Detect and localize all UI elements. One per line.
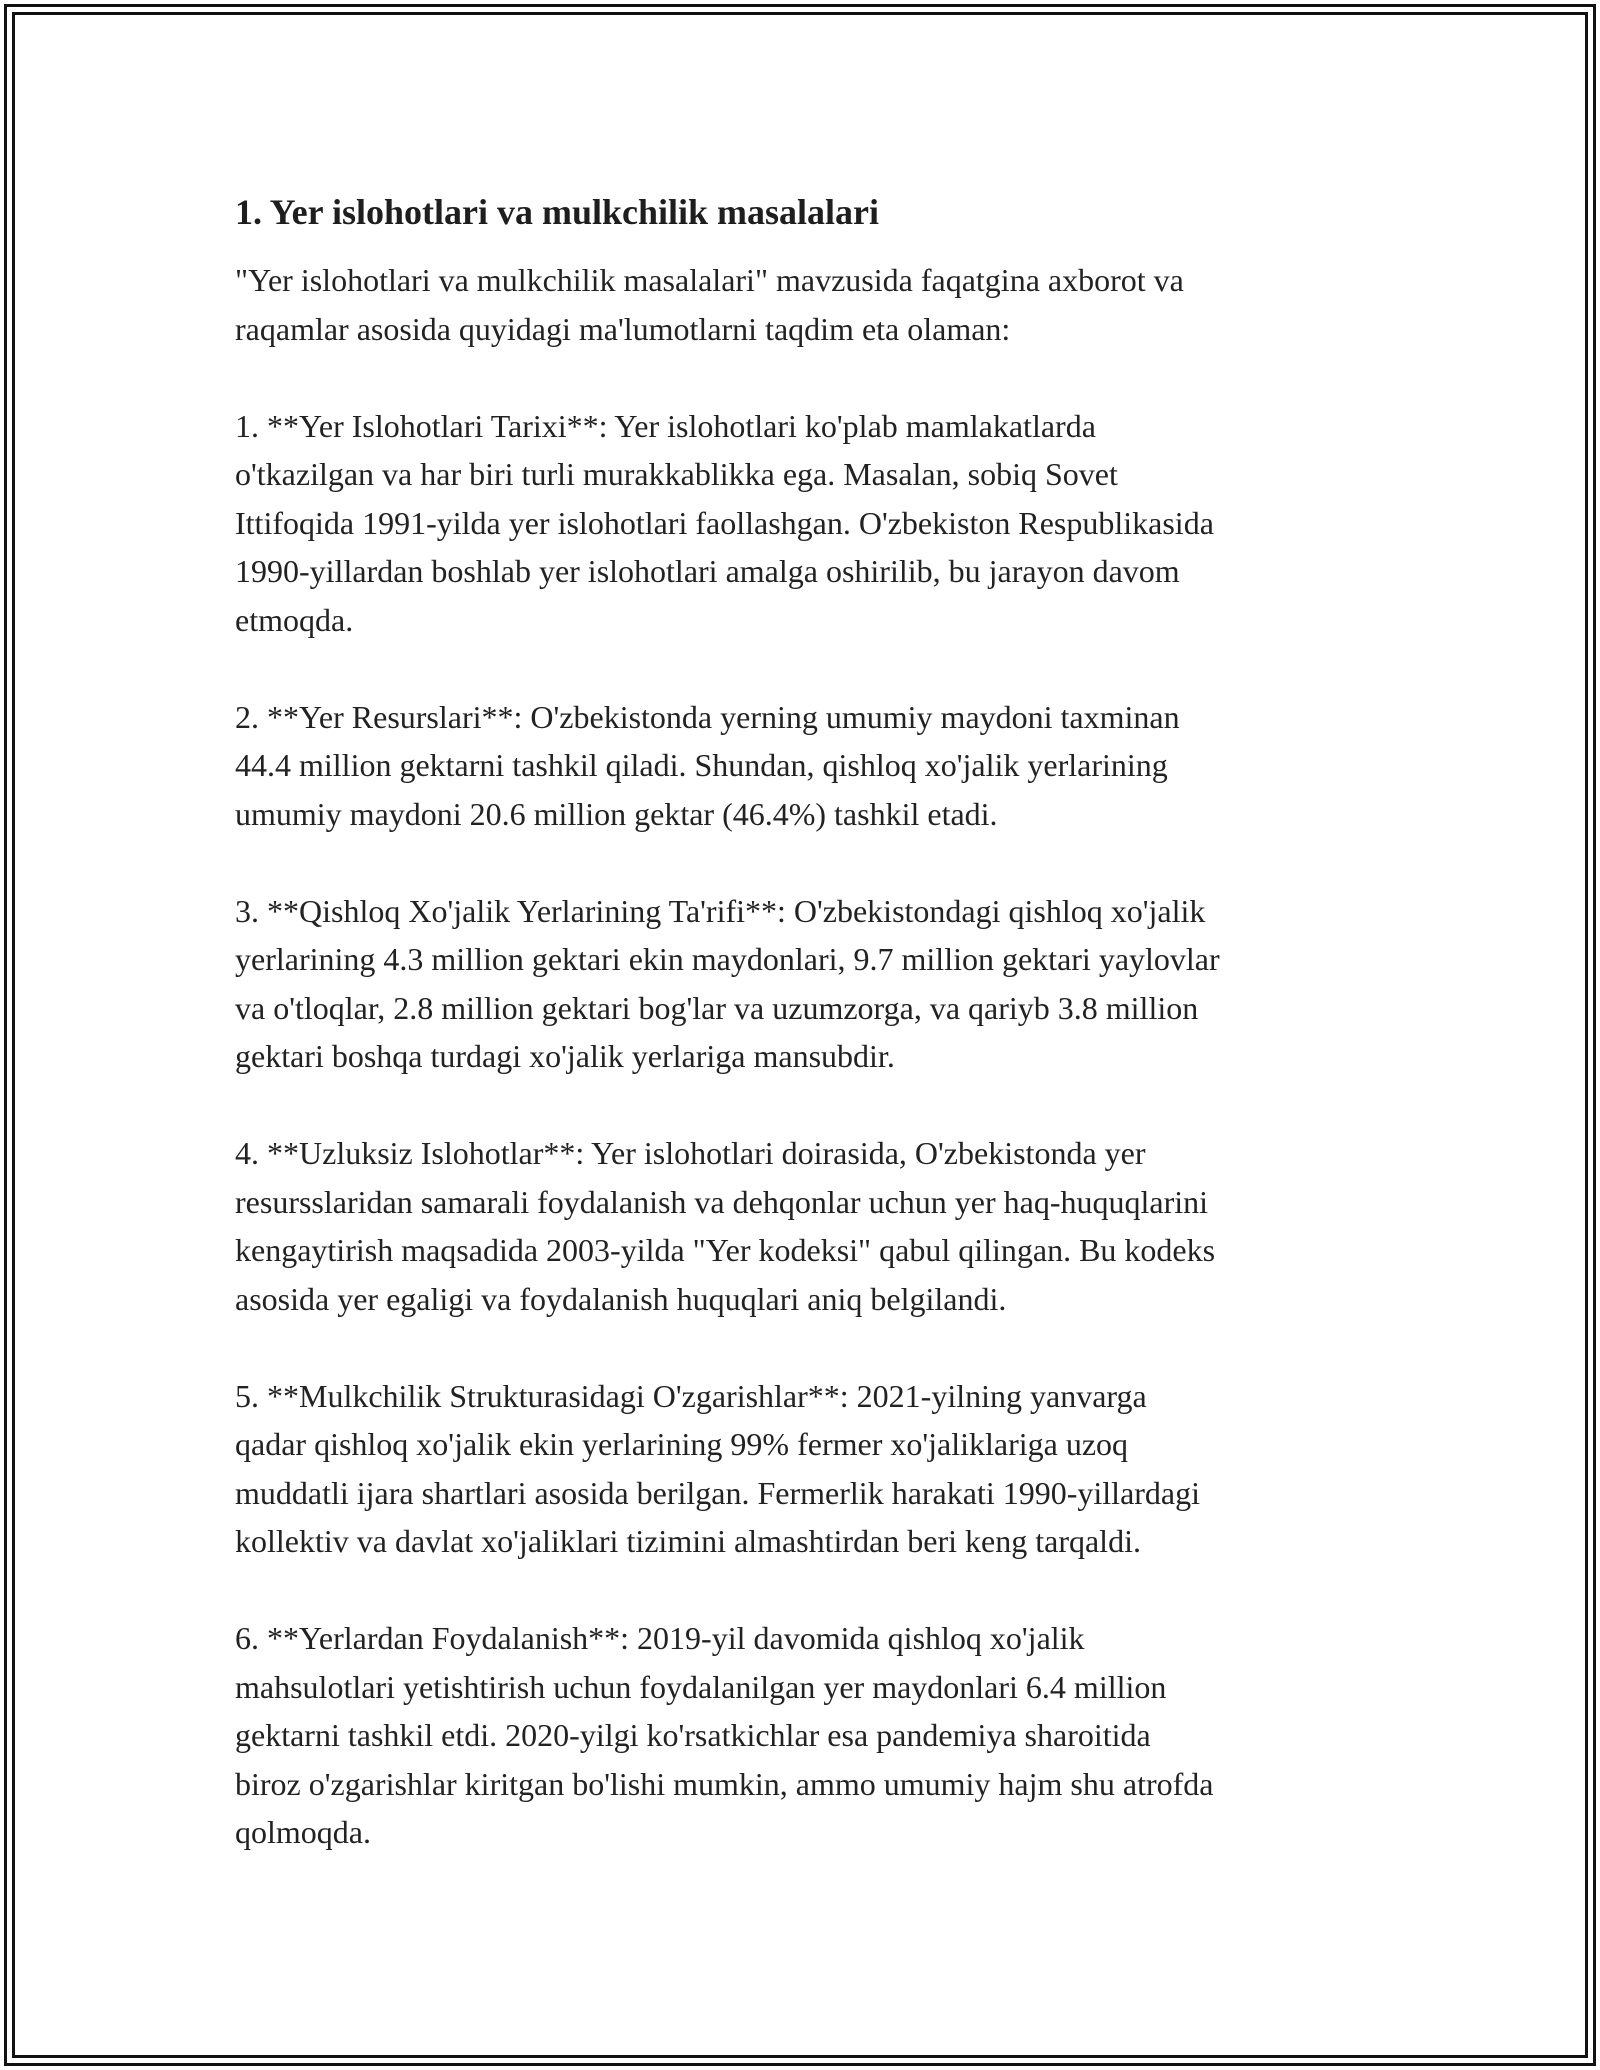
list-item-1: 1. **Yer Islohotlari Tarixi**: Yer islohotlari ko'plab mamlakatlarda o'tkazilgan va har biri turli murakkablikka ega. Masalan, sobiq Sovet Ittifoqida 1991-yilda yer islohotlari faollashgan. O'zbekiston Respublikasida 1990-yillardan boshlab yer islohotlari amalga oshirilib, bu jarayon davom etmoqda. [235,407,1214,638]
document-title: 1. Yer islohotlari va mulkchilik masalalari [235,192,880,232]
document-intro: "Yer islohotlari va mulkchilik masalalari" mavzusida faqatgina axborot va raqamlar asosida quyidagi ma'lumotlarni taqdim eta olaman: [235,262,1184,347]
document-body [235,188,1375,1857]
list-item-3: 3. **Qishloq Xo'jalik Yerlarining Ta'rifi**: O'zbekistondagi qishloq xo'jalik yerlarining 4.3 million gektari ekin maydonlari, 9.7 million gektari yaylovlar va o'tloqlar, 2.8 million gektari bog'lar va uzumzorga, va qariyb 3.8 million gektari boshqa turdagi xo'jalik yerlariga mansubdir. [235,892,1220,1074]
list-item-6: 6. **Yerlardan Foydalanish**: 2019-yil davomida qishloq xo'jalik mahsulotlari yetishtirish uchun foydalanilgan yer maydonlari 6.4 million gektarni tashkil etdi. 2020-yilgi ko'rsatkichlar esa pandemiya sharoitida biroz o'zgarishlar kiritgan bo'lishi mumkin, ammo umumiy hajm shu atrofda qolmoqda. [235,1620,1214,1850]
list-item-5: 5. **Mulkchilik Strukturasidagi O'zgarishlar**: 2021-yilning yanvarga qadar qishloq xo'jalik ekin yerlarining 99% fermer xo'jaliklariga uzoq muddatli ijara shartlari asosida berilgan. Fermerlik harakati 1990-yillardagi kollektiv va davlat xo'jaliklari tizimini almashtirdan beri keng tarqaldi. [235,1377,1201,1559]
list-item-2: 2. **Yer Resurslari**: O'zbekistonda yerning umumiy maydoni taxminan 44.4 million gektarni tashkil qiladi. Shundan, qishloq xo'jalik yerlarining umumiy maydoni 20.6 million gektar (46.4%) tashkil etadi. [235,698,1180,832]
list-item-4: 4. **Uzluksiz Islohotlar**: Yer islohotlari doirasida, O'zbekistonda yer resursslaridan samarali foydalanish va dehqonlar uchun yer haq-huquqlarini kengaytirish maqsadida 2003-yilda "Yer kodeksi" qabul qilingan. Bu kodeks asosida yer egaligi va foydalanish huquqlari aniq belgilandi. [235,1135,1216,1317]
